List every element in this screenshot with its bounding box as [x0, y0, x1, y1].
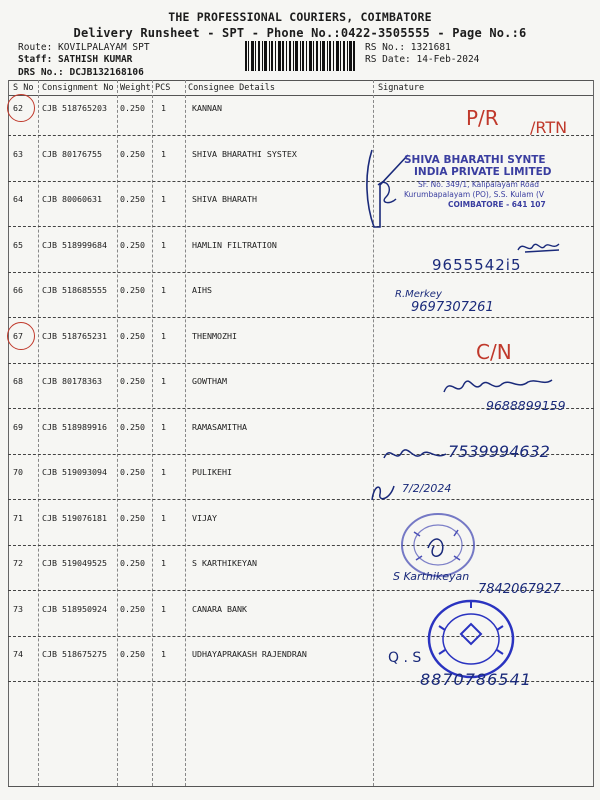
cell-consignment: CJB 518765231 — [42, 330, 107, 341]
row-69-signature — [380, 440, 450, 468]
cell-weight: 0.250 — [120, 103, 145, 113]
cell-consignment: CJB 519093094 — [42, 467, 107, 477]
cell-consignment: CJB 518950924 — [42, 603, 107, 614]
row-72-signature-text: S Karthikeyan — [393, 570, 470, 583]
row-67-circle-mark — [7, 322, 35, 350]
company-stamp-line4: Kurumbapalayam (PO), S.S. Kulam (V — [404, 190, 545, 199]
cell-consignment: CJB 518989916 — [42, 421, 107, 432]
cell-weight: 0.250 — [120, 148, 145, 159]
col-header-pcs: PCS — [155, 83, 171, 93]
row-70-date: 7/2/2024 — [402, 482, 452, 495]
col-header-weight: Weight — [120, 83, 151, 93]
document-subtitle: Delivery Runsheet - SPT - Phone No.:0422-3505555 - Page No.:6 — [73, 26, 527, 40]
cell-consignee: SHIVA BHARATHI SYSTEX — [192, 148, 297, 159]
cell-consignee: THENMOZHI — [192, 330, 237, 341]
row-62-pr-mark: P/R — [466, 106, 499, 130]
cell-consignment: CJB 518675275 — [42, 649, 107, 659]
cell-pcs: 1 — [161, 512, 166, 523]
cell-consignee: PULIKEHI — [192, 467, 232, 477]
cell-consignee: SHIVA BHARATH — [192, 194, 257, 204]
cell-weight: 0.250 — [120, 194, 145, 204]
row-62-circle-mark — [7, 94, 35, 122]
cell-sno: 69 — [13, 421, 23, 432]
cell-pcs: 1 — [161, 467, 166, 477]
company-stamp-line1: SHIVA BHARATHI SYNTE — [404, 154, 546, 166]
cell-consignment: CJB 80060631 — [42, 194, 102, 204]
cell-sno: 65 — [13, 239, 23, 250]
cell-weight: 0.250 — [120, 330, 145, 341]
row-divider — [8, 545, 594, 546]
row-74-initials: Q . S — [388, 650, 422, 666]
row-divider — [8, 226, 594, 227]
cell-sno: 73 — [13, 603, 23, 614]
cell-pcs: 1 — [161, 148, 166, 159]
row-62-rtn-mark: /RTN — [530, 118, 568, 137]
cell-pcs: 1 — [161, 285, 166, 295]
cell-consignee: AIHS — [192, 285, 212, 295]
cell-sno: 70 — [13, 467, 23, 477]
company-stamp-line5: COIMBATORE - 641 107 — [448, 200, 546, 209]
cell-consignee: GOWTHAM — [192, 376, 227, 386]
cell-consignee: CANARA BANK — [192, 603, 247, 614]
cell-consignee: UDHAYAPRAKASH RAJENDRAN — [192, 649, 307, 659]
row-divider — [8, 317, 594, 318]
cell-sno: 67 — [13, 330, 23, 341]
cell-consignee: KANNAN — [192, 103, 222, 113]
row-66-receiver-name: R.Merkey — [395, 289, 442, 300]
cell-pcs: 1 — [161, 103, 166, 113]
company-stamp-line2: INDIA PRIVATE LIMITED — [414, 166, 552, 178]
cell-pcs: 1 — [161, 603, 166, 614]
cell-sno: 74 — [13, 649, 23, 659]
row-67-cn-mark: C/N — [476, 340, 512, 364]
cell-consignment: CJB 80178363 — [42, 376, 102, 386]
cell-sno: 63 — [13, 148, 23, 159]
company-stamp-line3: SF. No. 349/1, Kalipalayam Road — [418, 180, 539, 189]
cell-weight: 0.250 — [120, 285, 145, 295]
row-divider — [8, 135, 594, 136]
barcode — [245, 41, 355, 71]
row-72-phone: 7842067927 — [478, 582, 561, 597]
cell-pcs: 1 — [161, 239, 166, 250]
cell-consignment: CJB 519076181 — [42, 512, 107, 523]
cell-consignee: S KARTHIKEYAN — [192, 558, 257, 568]
cell-sno: 62 — [13, 103, 23, 113]
cell-sno: 72 — [13, 558, 23, 568]
cell-pcs: 1 — [161, 421, 166, 432]
cell-weight: 0.250 — [120, 649, 145, 659]
cell-consignee: RAMASAMITHA — [192, 421, 247, 432]
cell-consignment: CJB 519049525 — [42, 558, 107, 568]
rs-date: RS Date: 14-Feb-2024 — [365, 54, 480, 65]
row-70-signature — [368, 480, 398, 506]
cell-pcs: 1 — [161, 558, 166, 568]
cell-sno: 66 — [13, 285, 23, 295]
row-69-phone: 7539994632 — [448, 442, 550, 461]
row-66-phone: 9697307261 — [411, 300, 494, 315]
cell-consignment: CJB 518999684 — [42, 239, 107, 250]
cell-weight: 0.250 — [120, 467, 145, 477]
route-label: Route: KOVILPALAYAM SPT — [18, 42, 150, 53]
table-top-border — [8, 80, 594, 81]
row-65-signature — [515, 236, 565, 258]
cell-pcs: 1 — [161, 194, 166, 204]
cell-pcs: 1 — [161, 376, 166, 386]
cell-consignment: CJB 80176755 — [42, 148, 102, 159]
row-74-phone: 8870786541 — [420, 670, 532, 689]
cell-sno: 71 — [13, 512, 23, 523]
cell-pcs: 1 — [161, 330, 166, 341]
document-title: THE PROFESSIONAL COURIERS, COIMBATORE — [168, 10, 432, 24]
col-header-sno: S No — [13, 83, 34, 93]
cell-weight: 0.250 — [120, 603, 145, 614]
col-header-consignment: Consignment No — [42, 83, 114, 93]
cell-weight: 0.250 — [120, 512, 145, 523]
cell-consignment: CJB 518765203 — [42, 103, 107, 113]
row-68-phone: 9688899159 — [486, 398, 566, 413]
cell-consignee: VIJAY — [192, 512, 217, 523]
cell-weight: 0.250 — [120, 558, 145, 568]
rs-number: RS No.: 1321681 — [365, 42, 451, 53]
drs-number: DRS No.: DCJB132168106 — [18, 67, 144, 78]
cell-pcs: 1 — [161, 649, 166, 659]
cell-sno: 64 — [13, 194, 23, 204]
cell-weight: 0.250 — [120, 421, 145, 432]
cell-sno: 68 — [13, 376, 23, 386]
table-bottom-border — [8, 786, 594, 787]
row-divider — [8, 499, 594, 500]
cell-consignment: CJB 518685555 — [42, 285, 107, 295]
table-header-border — [8, 95, 594, 96]
cell-weight: 0.250 — [120, 376, 145, 386]
cell-consignee: HAMLIN FILTRATION — [192, 239, 277, 250]
staff-label: Staff: SATHISH KUMAR — [18, 54, 133, 65]
cell-weight: 0.250 — [120, 239, 145, 250]
row-65-phone: 9655542i5 — [432, 256, 522, 274]
col-header-signature: Signature — [378, 83, 425, 93]
col-header-consignee: Consignee Details — [188, 83, 275, 93]
